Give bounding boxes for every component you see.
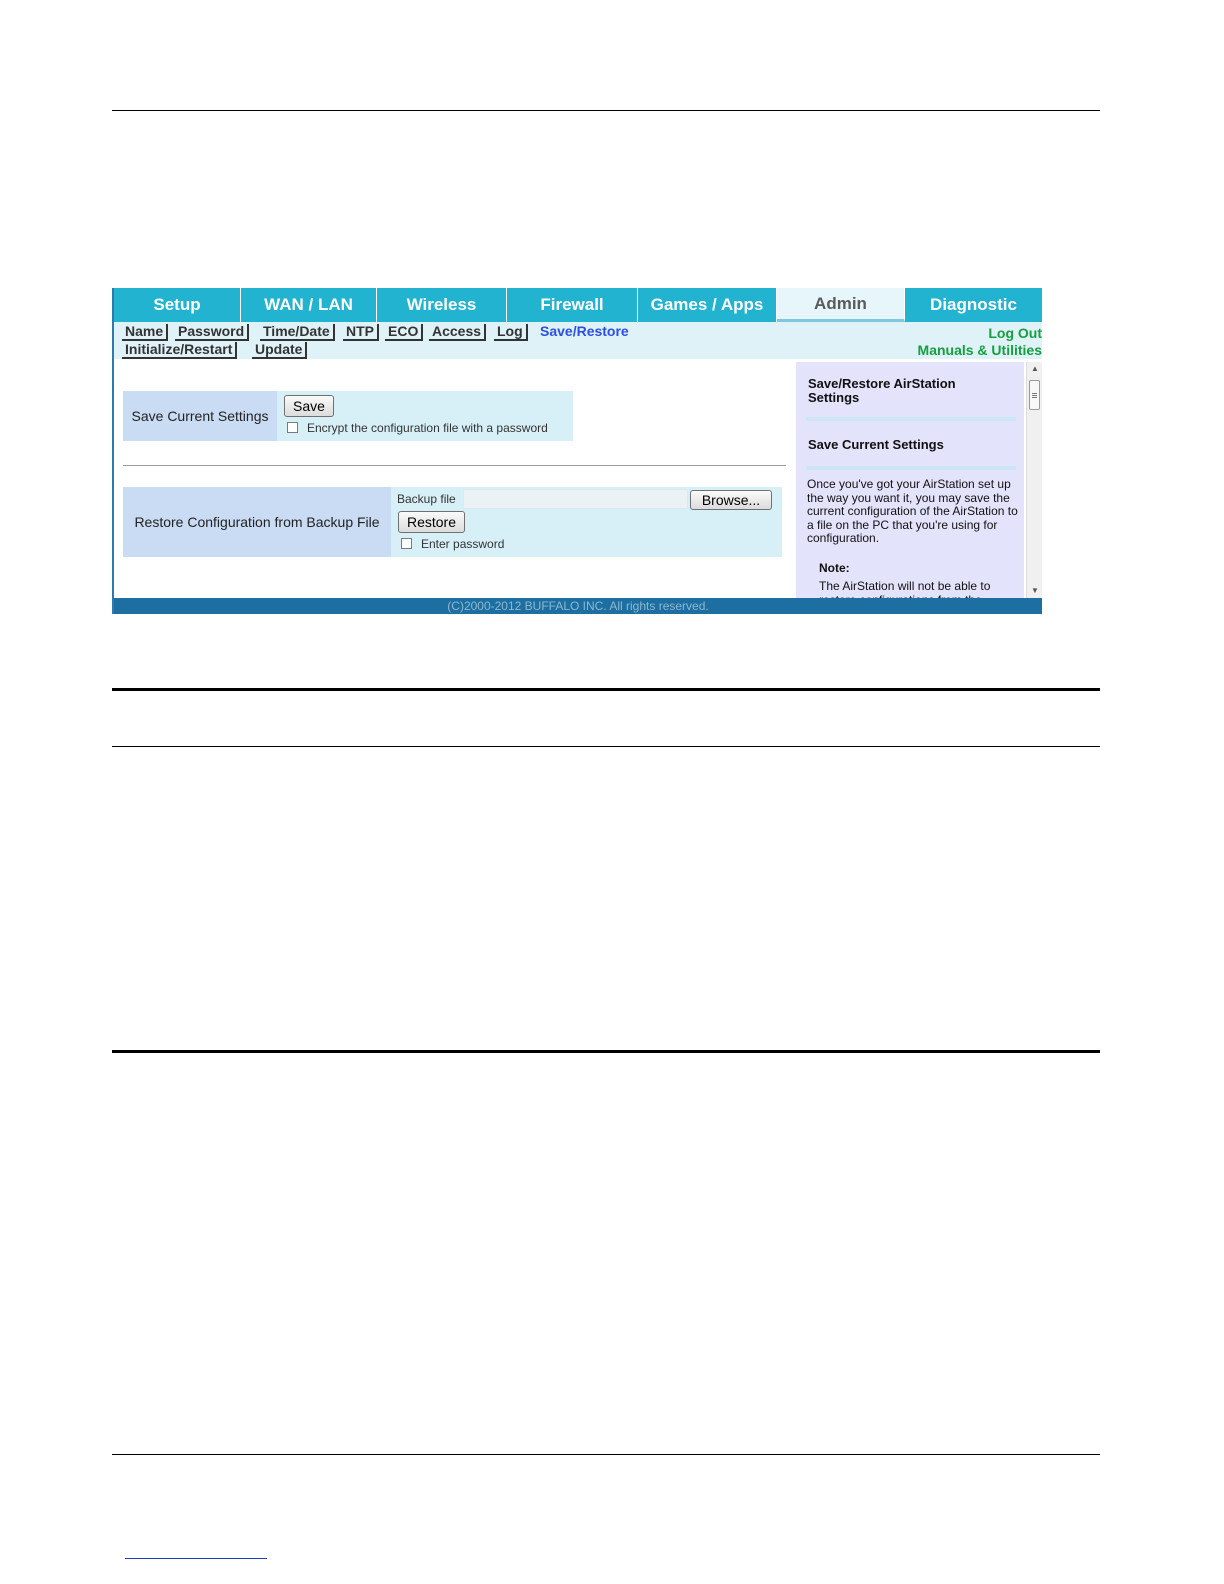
tab-wan-lan[interactable]: WAN / LAN	[241, 288, 377, 322]
help-scrollbar[interactable]	[1026, 362, 1042, 598]
section-rule	[112, 688, 1100, 691]
backup-file-label: Backup file	[397, 492, 456, 506]
header-rule	[112, 110, 1100, 111]
help-note-body: The AirStation will not be able to	[819, 579, 991, 593]
help-title: Save/Restore AirStation Settings	[808, 376, 956, 405]
restore-config-label: Restore Configuration from Backup File	[123, 487, 391, 557]
enter-password-label: Enter password	[421, 537, 505, 551]
router-admin-window	[112, 288, 1042, 614]
subnav-initialize-restart[interactable]: Initialize/Restart	[122, 342, 237, 359]
tab-admin[interactable]: Admin	[777, 288, 905, 322]
manuals-utilities-link[interactable]: Manuals & Utilities	[917, 342, 1042, 358]
tab-wireless[interactable]: Wireless	[377, 288, 507, 322]
enter-password-checkbox[interactable]	[401, 538, 412, 549]
subnav-name[interactable]: Name	[122, 324, 168, 341]
save-settings-section	[123, 391, 573, 441]
restore-button[interactable]: Restore	[398, 511, 465, 533]
help-separator	[806, 417, 1016, 421]
tab-firewall[interactable]: Firewall	[507, 288, 638, 322]
tab-setup[interactable]: Setup	[114, 288, 241, 322]
section-divider	[123, 465, 786, 466]
tab-diagnostic[interactable]: Diagnostic	[905, 288, 1042, 322]
tab-games-apps[interactable]: Games / Apps	[638, 288, 777, 322]
browse-button[interactable]: Browse...	[690, 490, 772, 510]
logout-link[interactable]: Log Out	[988, 325, 1042, 341]
sub-navigation	[114, 322, 1042, 359]
help-note-title: Note:	[819, 561, 850, 575]
scroll-up-arrow[interactable]: ▲	[1031, 364, 1039, 373]
subnav-password[interactable]: Password	[175, 324, 249, 341]
footer-link-underline	[125, 1558, 267, 1559]
subnav-log[interactable]: Log	[494, 324, 528, 341]
subnav-ntp[interactable]: NTP	[343, 324, 379, 341]
footer-rule	[112, 1454, 1100, 1455]
encrypt-checkbox-label: Encrypt the configuration file with a password	[307, 421, 548, 435]
encrypt-checkbox[interactable]	[287, 422, 298, 433]
settings-panel	[114, 359, 794, 597]
subnav-save-restore[interactable]: Save/Restore	[540, 323, 629, 339]
save-button[interactable]: Save	[284, 395, 334, 417]
subnav-access[interactable]: Access	[429, 324, 486, 341]
subnav-eco[interactable]: ECO	[385, 324, 423, 341]
main-tabs	[114, 288, 1042, 322]
help-separator	[806, 466, 1016, 470]
help-panel	[796, 362, 1024, 598]
help-body: Once you've got your AirStation set up the way you want it, you may save the current configuration of the AirStation to a file on the PC that you're using for configuration.	[807, 477, 1018, 545]
scroll-thumb[interactable]	[1029, 380, 1040, 410]
subnav-time-date[interactable]: Time/Date	[260, 324, 335, 341]
scroll-down-arrow[interactable]: ▼	[1031, 586, 1039, 595]
backup-file-input[interactable]	[463, 489, 688, 509]
save-settings-label: Save Current Settings	[123, 391, 277, 441]
restore-config-section	[123, 487, 782, 557]
subnav-update[interactable]: Update	[252, 342, 307, 359]
section-rule	[112, 1050, 1100, 1053]
copyright-bar: (C)2000-2012 BUFFALO INC. All rights reserved.	[114, 598, 1042, 614]
section-rule	[112, 746, 1100, 747]
help-subtitle: Save Current Settings	[808, 437, 944, 452]
